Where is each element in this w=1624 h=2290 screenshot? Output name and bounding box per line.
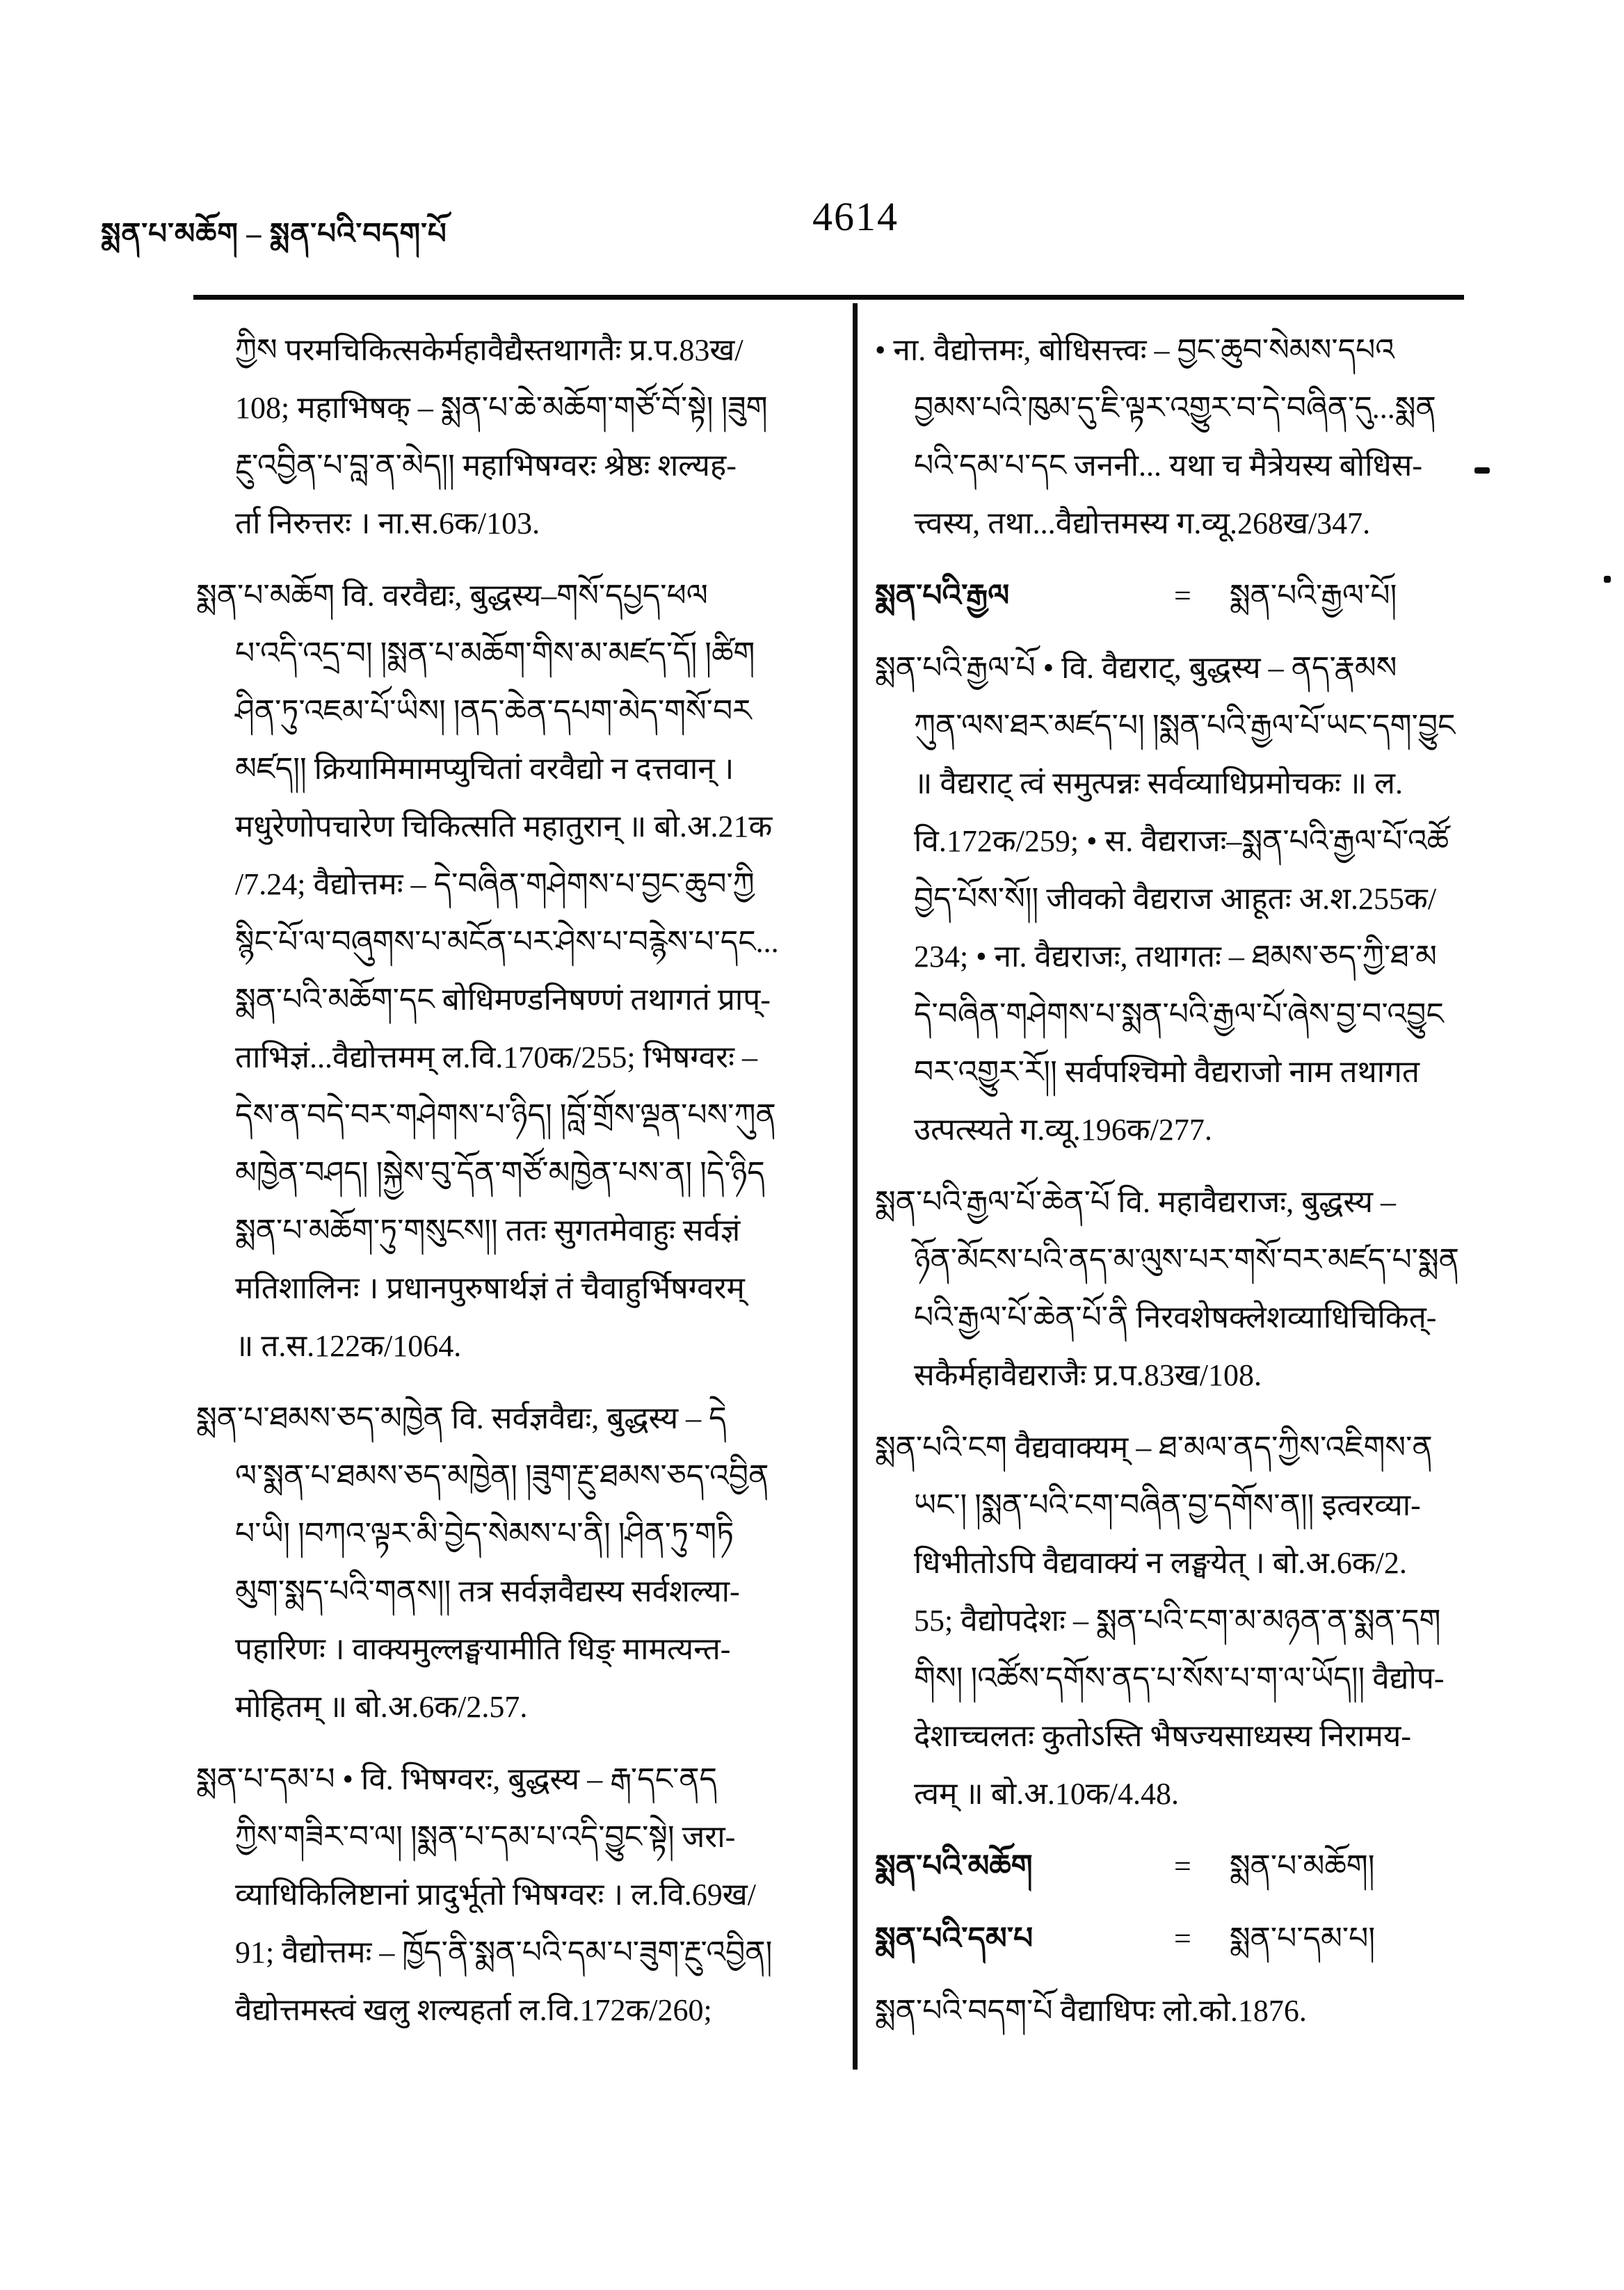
text-line: སྨན་པའི་བདག་པོ वैद्याधिपः लो.को.1876. [875, 1994, 1307, 2028]
text-line: ཀྱིས परमचिकित्सकेर्महावैद्यैस्तथागतैः प्र.प.83ख/ [235, 333, 743, 367]
text-line: 234; • ना. वैद्यराजः, तथागतः – ཐམས་ཅད་ཀྱི་ཐ་མ [914, 940, 1437, 974]
crossref-term: སྨན་པའི་རྒྱལ [875, 579, 1010, 613]
text-line: སྨན་པའི་རྒྱལ་པོ • वि. वैद्यराट्, बुद्धस्य – ནད་རྣམས [875, 651, 1397, 685]
text-line: त्वम् ॥ बो.अ.10क/4.48. [914, 1777, 1179, 1811]
entry-block [875, 1982, 1473, 2040]
text-line: 108; महाभिषक् – སྨན་པ་ཆེ་མཆོག་གཙོ་བོ་སྟེ། །ཟུག [235, 391, 768, 425]
text-line: པ་འདི་འདྲ་བ། །སྨན་པ་མཆོག་གིས་མ་མཛད་དོ། །ཚིག [235, 636, 755, 670]
text-line: གིས། །འཚོས་དགོས་ནད་པ་སོས་པ་ག་ལ་ཡོད།། वैद्योप- [914, 1661, 1445, 1695]
text-line: སྙིང་པོ་ལ་བཞུགས་པ་མངོན་པར་ཤེས་པ་བརྙེས་པ་དང... [235, 925, 779, 959]
crossref-target: སྨན་པ་དམ་པ། [1229, 1921, 1376, 1956]
text-line: मधुरेणोपचारेण चिकित्सति महातुरान् ॥ बो.अ.21क [235, 809, 773, 844]
text-line: མཛད།། क्रियामिमामप्युचितां वरवैद्यो न दत्तवान् । [235, 752, 734, 786]
text-line: ཉོན་མོངས་པའི་ནད་མ་ལུས་པར་གསོ་བར་མཛད་པ་སྨན [914, 1243, 1459, 1277]
text-line: བྱེད་པོས་སོ།། जीवको वैद्यराज आहूतः अ.श.255क/ [914, 882, 1437, 916]
text-line: སྨན་པ་ཐམས་ཅད་མཁྱེན वि. सर्वज्ञवैद्यः, बुद्धस्य – དེ [196, 1401, 727, 1435]
text-line: ཀུན་ལས་ཐར་མཛད་པ། །སྨན་པའི་རྒྱལ་པོ་ཡང་དག་བྱུང [914, 709, 1456, 743]
text-line: पहारिणः । वाक्यमुल्लङ्घयामीति धिङ् मामत्यन्त- [235, 1632, 731, 1666]
text-line: ॥ वैद्यराट् त्वं समुत्पन्नः सर्वव्याधिप्रमोचकः ॥ ल. [914, 766, 1403, 800]
text-line: བར་འགྱུར་རོ།། सर्वपश्चिमो वैद्यराजो नाम तथागत [914, 1055, 1420, 1089]
column-divider [853, 303, 858, 2070]
text-line: མཁྱེན་བཤད། །སྐྱེས་བུ་དོན་གཙོ་མཁྱེན་པས་ན། །དེ་ཉིད [235, 1156, 765, 1190]
ink-speck [1474, 467, 1490, 474]
text-line: སྨན་པའི་ངག वैद्यवाक्यम् – ཐ་མལ་ནད་ཀྱིས་འཇིགས་ན [875, 1430, 1433, 1465]
crossref-row [875, 1837, 1473, 1895]
text-line: त्त्वस्य, तथा...वैद्योत्तमस्य ग.व्यू.268ख/347. [914, 506, 1371, 540]
text-line: དེ་བཞིན་གཤེགས་པ་སྨན་པའི་རྒྱལ་པོ་ཞེས་བྱ་བ་འབྱུང [914, 997, 1444, 1031]
crossref-term: སྨན་པའི་མཆོག [875, 1849, 1033, 1883]
text-line: སྨན་པའི་མཆོག་དང बोधिमण्डनिषण्णं तथागतं प्राप्- [235, 983, 771, 1017]
text-line: • ना. वैद्योत्तमः, बोधिसत्त्वः – བྱང་ཆུབ་སེམས་དཔའ [875, 333, 1394, 367]
text-line: सकैर्महावैद्यराजैः प्र.प.83ख/108. [914, 1358, 1262, 1392]
text-line: སྨན་པ་མཆོག वि. वरवैद्यः, बुद्धस्य–གསོ་དཔྱད་ཕལ [196, 579, 708, 613]
text-line: धिभीतोऽपि वैद्यवाक्यं न लङ्घयेत् । बो.अ.6क/2. [914, 1546, 1407, 1580]
text-line: मतिशालिनः । प्रधानपुरुषार्थज्ञं तं चैवाहुर्भिषग्वरम् [235, 1271, 745, 1305]
running-head: སྨན་པ་མཆོག – སྨན་པའི་བདག་པོ [101, 218, 447, 250]
entry-block [196, 567, 812, 1375]
text-line: मोहितम् ॥ बो.अ.6क/2.57. [235, 1690, 528, 1724]
text-line: /7.24; वैद्योत्तमः – དེ་བཞིན་གཤེགས་པ་བྱང་ཆུབ་ཀྱི [235, 867, 755, 901]
entry-block [875, 1173, 1473, 1404]
entry-block [875, 639, 1473, 1159]
text-line: རྔུ་འབྱིན་པ་བླ་ན་མེད།། महाभिषग्वरः श्रेष्ठः शल्यह- [235, 449, 737, 483]
text-line: ताभिज्ञं...वैद्योत्तमम् ल.वि.170क/255; भिषग्वरः – [235, 1040, 758, 1074]
text-line: པ་ཡི། །བཀའ་ལྟར་མི་བྱེད་སེམས་པ་ནི། །ཤིན་ཏུ་གཏི [235, 1517, 734, 1551]
text-line: ॥ त.स.122क/1064. [235, 1329, 462, 1363]
right-column [875, 321, 1473, 2054]
crossref-eq: = [1174, 1921, 1191, 1956]
crossref-row [875, 567, 1473, 624]
text-line: ཡང་། །སྨན་པའི་ངག་བཞིན་བྱ་དགོས་ན།། इत्वरव्या- [914, 1488, 1421, 1522]
text-line: དེས་ན་བདེ་བར་གཤེགས་པ་ཉིད། །བློ་གྲོས་ལྡན་པས་ཀུན [235, 1098, 776, 1132]
crossref-eq: = [1174, 579, 1191, 613]
crossref-target: སྨན་པའི་རྒྱལ་པོ། [1229, 579, 1397, 613]
entry-block [196, 321, 812, 552]
text-line: མུག་སྨད་པའི་གནས།། तत्र सर्वज्ञवैद्यस्य सर्वशल्या- [235, 1574, 740, 1608]
text-line: उत्पत्स्यते ग.व्यू.196क/277. [914, 1113, 1212, 1147]
text-line: སྨན་པ་མཆོག་ཏུ་གསུངས།། ततः सुगतमेवाहुः सर्वज्ञं [235, 1213, 741, 1248]
entry-block [196, 1750, 812, 2039]
text-line: པའི་རྒྱལ་པོ་ཆེན་པོ་ནི निरवशेषक्लेशव्याधिचिकित्- [914, 1300, 1437, 1335]
text-line: देशाच्चलतः कुतोऽस्ति भैषज्यसाध्यस्य निरामय- [914, 1719, 1411, 1753]
crossref-row [875, 1910, 1473, 1967]
text-line: ལ་སྨན་པ་ཐམས་ཅད་མཁྱེན། །ཟུག་རྔུ་ཐམས་ཅད་འབྱིན [235, 1459, 769, 1493]
text-line: र्ता निरुत्तरः । ना.स.6क/103. [235, 506, 540, 540]
entry-block [875, 1419, 1473, 1823]
crossref-term: སྨན་པའི་དམ་པ [875, 1921, 1034, 1956]
text-line: པའི་དམ་པ་དང जननी... यथा च मैत्रेयस्य बोधिस- [914, 449, 1423, 483]
text-line: ཀྱིས་གཟིར་བ་ལ། །སྨན་པ་དམ་པ་འདི་བྱུང་སྟེ། जरा- [235, 1820, 736, 1854]
text-line: वैद्योत्तमस्त्वं खलु शल्यहर्ता ल.वि.172क/260; [235, 1993, 712, 2027]
text-line: व्याधिकिलिष्टानां प्रादुर्भूतो भिषग्वरः । ल.वि.69ख/ [235, 1878, 757, 1912]
text-line: སྨན་པ་དམ་པ • वि. भिषग्वरः, बुद्धस्य – རྒ་དང་ནད [196, 1762, 718, 1796]
entry-block [875, 321, 1473, 552]
text-line: ཤིན་ཏུ་འཇམ་པོ་ཡིས། །ནད་ཆེན་དཔག་མེད་གསོ་བར [235, 694, 752, 728]
text-line: 55; वैद्योपदेशः – སྨན་པའི་ངག་མ་མཉན་ན་སྨན་དག [914, 1604, 1441, 1638]
ink-speck [1604, 576, 1611, 583]
text-line: 91; वैद्योत्तमः – ཁྱོད་ནི་སྨན་པའི་དམ་པ་ཟུག་རྔུ་འབྱིན། [235, 1935, 773, 1969]
header-rule [193, 295, 1464, 300]
entry-block [196, 1389, 812, 1736]
text-line: वि.172क/259; • स. वैद्यराजः–སྨན་པའི་རྒྱལ་པོ་འཚོ [914, 824, 1449, 858]
left-column [196, 321, 812, 2054]
crossref-eq: = [1174, 1849, 1191, 1883]
crossref-target: སྨན་པ་མཆོག། [1229, 1849, 1375, 1883]
page-number: 4614 [812, 194, 899, 239]
text-line: བྱམས་པའི་ཁུམ་དུ་ཇི་ལྟར་འགྱུར་བ་དེ་བཞིན་དུ...སྨན [914, 391, 1436, 425]
text-line: སྨན་པའི་རྒྱལ་པོ་ཆེན་པོ वि. महावैद्यराजः, बुद्धस्य – [875, 1185, 1397, 1219]
